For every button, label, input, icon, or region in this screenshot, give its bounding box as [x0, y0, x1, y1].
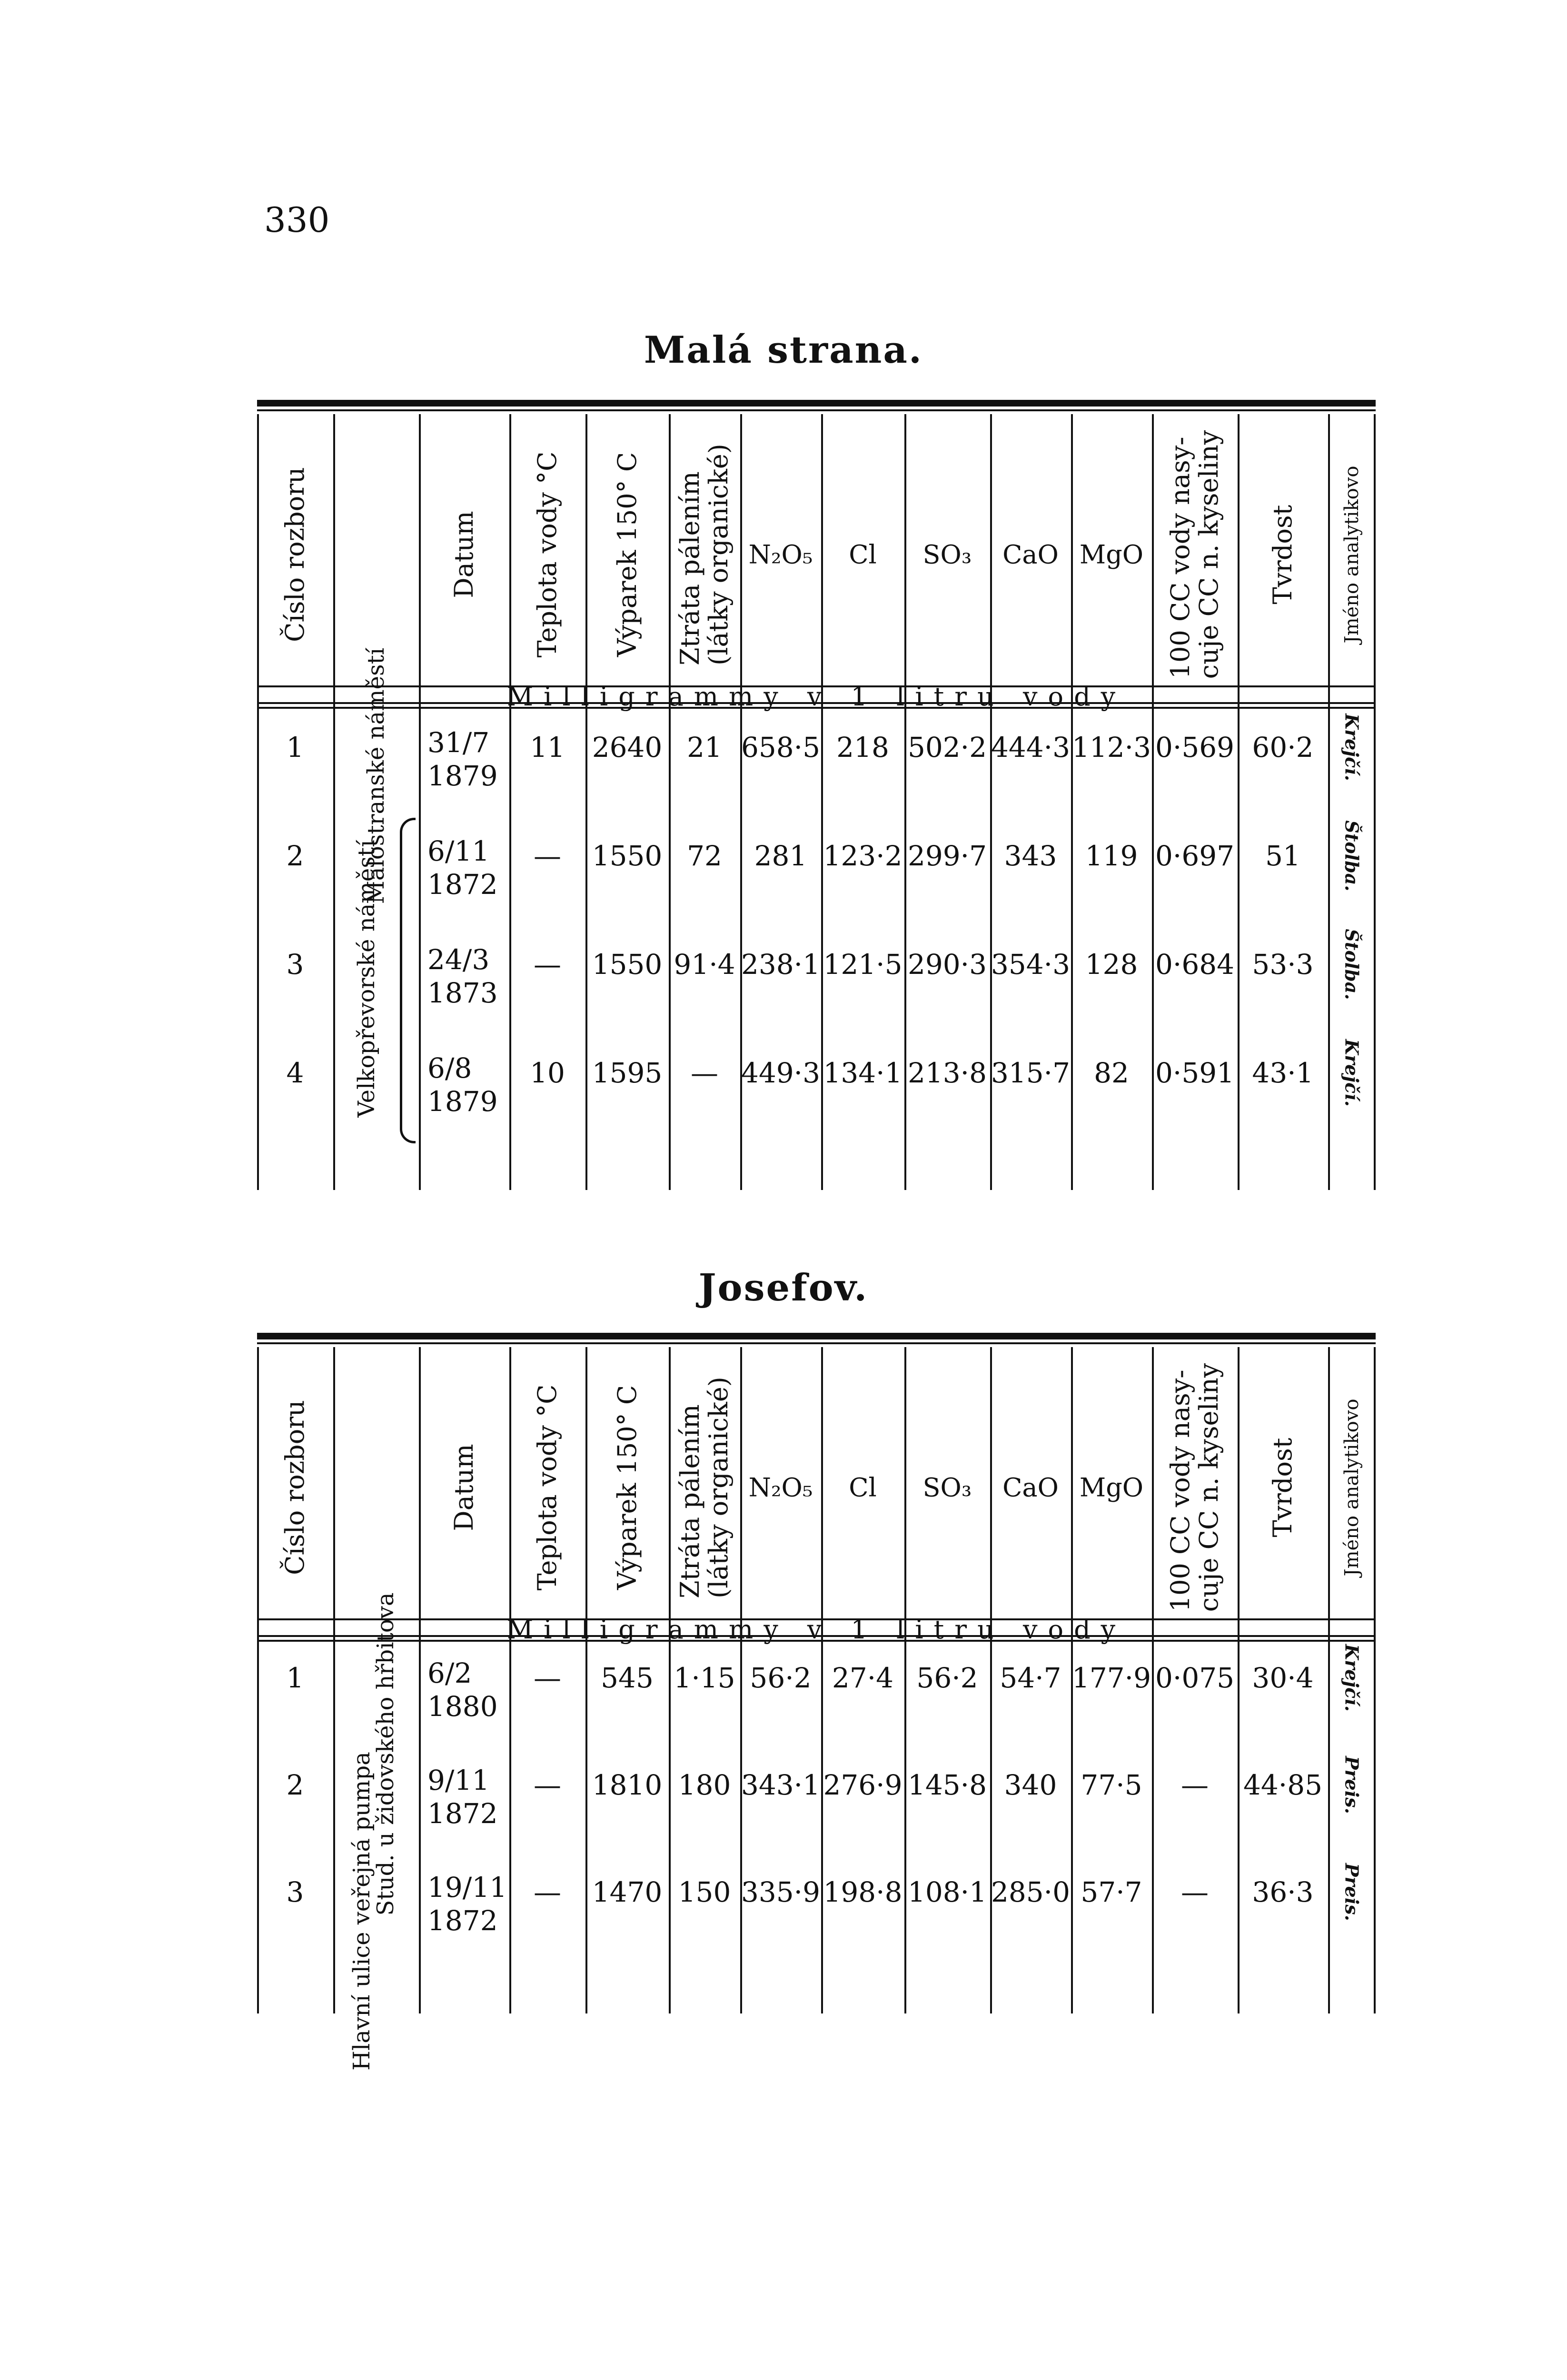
cao-cell: 315·7: [991, 1057, 1071, 1089]
units-label: Milligrammy v 1 litru vody: [506, 682, 1126, 712]
date-cell: [427, 1871, 507, 1937]
analyst-name: Krejčí.: [1341, 1644, 1363, 1712]
n2o5-cell: 281: [754, 840, 807, 872]
place-hlavni-ulice: Hlavní ulice veřejná pumpa: [348, 1752, 375, 2071]
kyselina-cell: —: [1181, 1876, 1209, 1908]
header-kyselina-line2: cuje CC n. kyseliny: [1194, 430, 1224, 679]
header-vyparek: Výparek 150° C: [612, 452, 642, 657]
kyselina-cell: —: [1181, 1769, 1209, 1801]
date-day-month: 6/11: [427, 835, 490, 867]
column-divider: [1238, 1347, 1240, 2013]
column-divider: [1152, 414, 1154, 1190]
cl-cell: 134·1: [823, 1057, 903, 1089]
header-kyselina: [1166, 430, 1223, 679]
column-divider: [419, 1347, 421, 2013]
vyparek-cell: 1810: [592, 1769, 663, 1801]
header-teplota: Teplota vody °C: [532, 451, 562, 658]
n2o5-cell: 335·9: [741, 1876, 821, 1908]
ztrata-cell: —: [691, 1057, 718, 1089]
vyparek-cell: 1550: [592, 840, 663, 872]
kyselina-cell: 0·684: [1155, 948, 1235, 981]
so3-cell: 108·1: [907, 1876, 987, 1908]
place-velkoprevorske: Velkopřevorské náměstí: [353, 840, 380, 1118]
vyparek-cell: 1595: [592, 1057, 663, 1089]
vyparek-cell: 545: [601, 1662, 654, 1694]
column-divider: [821, 1347, 823, 2013]
tvrdost-cell: 53·3: [1252, 948, 1314, 981]
so3-cell: 299·7: [907, 840, 987, 872]
header-cl: Cl: [849, 539, 877, 570]
column-divider: [585, 1347, 587, 2013]
left-border: [257, 1347, 259, 2013]
teplota-cell: —: [534, 840, 561, 872]
mgo-cell: 119: [1085, 840, 1138, 872]
header-mgo: MgO: [1079, 1472, 1144, 1503]
place-zidovsky-hrbitov: Stud. u židovského hřbitova: [372, 1592, 399, 1916]
date-day-month: 6/2: [427, 1657, 472, 1689]
date-year: 1872: [427, 868, 498, 901]
header-cao: CaO: [1002, 539, 1059, 570]
teplota-cell: —: [534, 1769, 561, 1801]
mgo-cell: 128: [1085, 948, 1138, 981]
column-divider: [669, 1347, 671, 2013]
header-kyselina-line2: cuje CC n. kyseliny: [1194, 1363, 1224, 1612]
n2o5-cell: 238·1: [741, 948, 821, 981]
column-divider: [585, 414, 587, 1190]
place-malostranske: Malostranské náměstí: [363, 647, 389, 904]
date-year: 1879: [427, 1085, 498, 1118]
tvrdost-cell: 36·3: [1252, 1876, 1314, 1908]
n2o5-cell: 658·5: [741, 731, 821, 764]
header-kyselina: [1166, 1363, 1223, 1612]
cl-cell: 276·9: [823, 1769, 903, 1801]
column-divider: [1328, 1347, 1330, 2013]
date-year: 1879: [427, 760, 498, 792]
mgo-cell: 77·5: [1081, 1769, 1142, 1801]
n2o5-cell: 56·2: [750, 1662, 812, 1694]
top-rule: [257, 1333, 1376, 1339]
teplota-cell: 10: [530, 1057, 565, 1089]
date-day-month: 24/3: [427, 943, 490, 976]
header-cislo-rozboru: Číslo rozboru: [280, 467, 310, 642]
header-datum: Datum: [449, 511, 479, 598]
header-tvrdost: Tvrdost: [1268, 505, 1298, 605]
cl-cell: 218: [836, 731, 889, 764]
header-datum: Datum: [449, 1444, 479, 1531]
ztrata-cell: 150: [678, 1876, 731, 1908]
page-number: 330: [264, 200, 330, 240]
header-so3: SO₃: [922, 539, 972, 570]
teplota-cell: 11: [530, 731, 565, 764]
teplota-cell: —: [534, 948, 561, 981]
column-divider: [1152, 1347, 1154, 2013]
mgo-cell: 57·7: [1081, 1876, 1142, 1908]
header-ztrata: [676, 1377, 733, 1598]
column-divider: [1328, 414, 1330, 1190]
date-year: 1872: [427, 1904, 498, 1937]
date-cell: [427, 726, 498, 793]
header-cl: Cl: [849, 1472, 877, 1503]
ztrata-cell: 21: [687, 731, 722, 764]
analyst-name: Krejčí.: [1341, 1039, 1363, 1107]
kyselina-cell: 0·697: [1155, 840, 1235, 872]
column-divider: [509, 414, 511, 1190]
tvrdost-cell: 30·4: [1252, 1662, 1314, 1694]
analyst-name: Štolba.: [1341, 929, 1363, 1000]
date-cell: [427, 1051, 498, 1118]
column-divider: [904, 1347, 906, 2013]
column-divider: [669, 414, 671, 1190]
header-cislo-rozboru: Číslo rozboru: [280, 1400, 310, 1575]
top-rule-thin: [257, 1342, 1376, 1344]
vyparek-cell: 1550: [592, 948, 663, 981]
kyselina-cell: 0·075: [1155, 1662, 1235, 1694]
header-cao: CaO: [1002, 1472, 1059, 1503]
header-ztrata-line2: (látky organické): [704, 1377, 734, 1598]
tvrdost-cell: 51: [1265, 840, 1300, 872]
column-divider: [1071, 414, 1073, 1190]
teplota-cell: —: [534, 1662, 561, 1694]
row-number: 1: [286, 1662, 304, 1694]
date-year: 1872: [427, 1797, 498, 1830]
column-divider: [821, 414, 823, 1190]
column-divider: [1238, 414, 1240, 1190]
header-vyparek: Výparek 150° C: [612, 1385, 642, 1590]
date-cell: [427, 1764, 498, 1830]
cao-cell: 343: [1004, 840, 1057, 872]
column-divider: [333, 1347, 335, 2013]
cl-cell: 27·4: [832, 1662, 894, 1694]
teplota-cell: —: [534, 1876, 561, 1908]
vyparek-cell: 2640: [592, 731, 663, 764]
cl-cell: 123·2: [823, 840, 903, 872]
section-title: Josefov.: [698, 1266, 869, 1309]
kyselina-cell: 0·591: [1155, 1057, 1235, 1089]
so3-cell: 502·2: [907, 731, 987, 764]
mgo-cell: 82: [1094, 1057, 1129, 1089]
header-n2o5: N₂O₅: [748, 539, 813, 570]
column-divider: [990, 1347, 992, 2013]
right-border: [1374, 1347, 1376, 2013]
column-divider: [904, 414, 906, 1190]
column-divider: [509, 1347, 511, 2013]
header-jmeno-analytikovo: Jméno analytikovo: [1341, 1398, 1363, 1577]
row-number: 4: [286, 1057, 304, 1089]
header-ztrata-line2: (látky organické): [704, 444, 734, 665]
row-number: 1: [286, 731, 304, 764]
row-number: 3: [286, 948, 304, 981]
row-number: 2: [286, 840, 304, 872]
ztrata-cell: 91·4: [674, 948, 735, 981]
mgo-cell: 177·9: [1071, 1662, 1151, 1694]
date-cell: [427, 1656, 498, 1723]
tvrdost-cell: 44·85: [1243, 1769, 1323, 1801]
cao-cell: 285·0: [991, 1876, 1071, 1908]
ztrata-cell: 180: [678, 1769, 731, 1801]
units-label: Milligrammy v 1 litru vody: [506, 1615, 1126, 1645]
date-day-month: 19/11: [427, 1871, 507, 1904]
analyst-name: Krejčí.: [1341, 714, 1363, 781]
so3-cell: 56·2: [916, 1662, 978, 1694]
column-divider: [740, 1347, 742, 2013]
top-rule-thin: [257, 409, 1376, 411]
cao-cell: 340: [1004, 1769, 1057, 1801]
header-ztrata-line1: Ztráta pálením: [675, 1404, 705, 1598]
top-rule: [257, 400, 1376, 407]
date-cell: [427, 943, 498, 1010]
right-border: [1374, 414, 1376, 1190]
cao-cell: 444·3: [991, 731, 1071, 764]
water-analysis-table: [257, 400, 1376, 1190]
header-kyselina-line1: 100 CC vody nasy-: [1165, 1369, 1195, 1612]
header-so3: SO₃: [922, 1472, 972, 1503]
cao-cell: 54·7: [1000, 1662, 1061, 1694]
analyst-name: Preis.: [1341, 1863, 1363, 1921]
column-divider: [333, 414, 335, 1190]
header-teplota: Teplota vody °C: [532, 1384, 562, 1591]
header-ztrata: [676, 444, 733, 665]
n2o5-cell: 449·3: [741, 1057, 821, 1089]
so3-cell: 290·3: [907, 948, 987, 981]
header-ztrata-line1: Ztráta pálením: [675, 471, 705, 665]
date-day-month: 31/7: [427, 726, 490, 759]
section-title: Malá strana.: [644, 328, 923, 372]
cao-cell: 354·3: [991, 948, 1071, 981]
date-year: 1880: [427, 1690, 498, 1723]
header-mgo: MgO: [1079, 539, 1144, 570]
mgo-cell: 112·3: [1071, 731, 1151, 764]
brace-bracket: [400, 818, 416, 1143]
so3-cell: 213·8: [907, 1057, 987, 1089]
date-day-month: 6/8: [427, 1052, 472, 1084]
so3-cell: 145·8: [907, 1769, 987, 1801]
n2o5-cell: 343·1: [741, 1769, 821, 1801]
analyst-name: Preis.: [1341, 1756, 1363, 1814]
date-year: 1873: [427, 977, 498, 1009]
ztrata-cell: 72: [687, 840, 722, 872]
analyst-name: Štolba.: [1341, 820, 1363, 892]
kyselina-cell: 0·569: [1155, 731, 1235, 764]
ztrata-cell: 1·15: [674, 1662, 735, 1694]
vyparek-cell: 1470: [592, 1876, 663, 1908]
date-day-month: 9/11: [427, 1764, 490, 1796]
left-border: [257, 414, 259, 1190]
date-cell: [427, 834, 498, 901]
header-tvrdost: Tvrdost: [1268, 1438, 1298, 1537]
water-analysis-table: [257, 1333, 1376, 2071]
row-number: 2: [286, 1769, 304, 1801]
row-number: 3: [286, 1876, 304, 1908]
header-jmeno-analytikovo: Jméno analytikovo: [1341, 466, 1363, 644]
header-kyselina-line1: 100 CC vody nasy-: [1165, 436, 1195, 679]
cl-cell: 121·5: [823, 948, 903, 981]
header-n2o5: N₂O₅: [748, 1472, 813, 1503]
cl-cell: 198·8: [823, 1876, 903, 1908]
tvrdost-cell: 43·1: [1252, 1057, 1314, 1089]
column-divider: [419, 414, 421, 1190]
tvrdost-cell: 60·2: [1252, 731, 1314, 764]
